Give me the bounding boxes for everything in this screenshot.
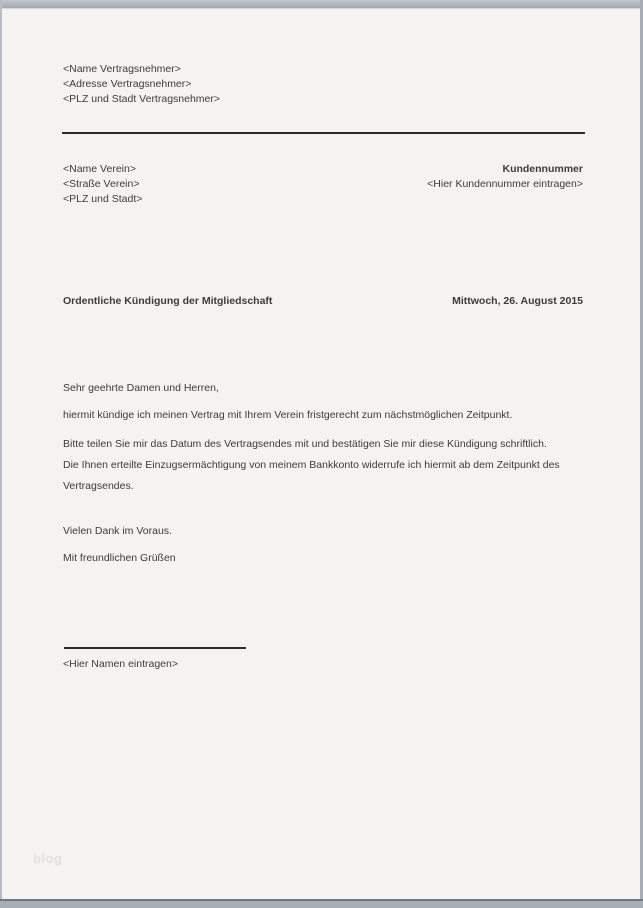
- body-paragraph-1: hiermit kündige ich meinen Vertrag mit Ihrem Verein fristgerecht zum nächstmöglichen Zeitpunkt.: [63, 409, 513, 421]
- sender-name-placeholder: <Name Vertragsnehmer>: [63, 63, 181, 75]
- recipient-city-placeholder: <PLZ und Stadt>: [63, 193, 143, 205]
- sender-street-placeholder: <Adresse Vertragsnehmer>: [63, 78, 192, 90]
- body-paragraph-2-line-3: Vertragsendes.: [63, 480, 134, 492]
- body-paragraph-2-line-1: Bitte teilen Sie mir das Datum des Vertragsendes mit und bestätigen Sie mir diese Kündigung schriftlich.: [63, 438, 547, 450]
- thanks-line: Vielen Dank im Voraus.: [63, 525, 172, 537]
- body-paragraph-2-line-2: Die Ihnen erteilte Einzugsermächtigung von meinem Bankkonto widerrufe ich hiermit ab dem Zeitpunkt des: [63, 459, 560, 471]
- sender-city-placeholder: <PLZ und Stadt Vertragsnehmer>: [63, 93, 221, 105]
- address-separator-line: [62, 132, 585, 134]
- letter-date: Mittwoch, 26. August 2015: [452, 295, 583, 307]
- page-edge-bottom: [0, 899, 643, 908]
- signature-line: [64, 647, 246, 649]
- customer-number-label: Kundennummer: [502, 163, 583, 175]
- closing-line: Mit freundlichen Grüßen: [63, 552, 176, 564]
- customer-number-block: [427, 162, 583, 207]
- recipient-street-placeholder: <Straße Verein>: [63, 178, 140, 190]
- page-edge-top: [0, 0, 643, 9]
- page-edge-left: [0, 0, 2, 908]
- recipient-address-block: [63, 162, 142, 207]
- salutation: Sehr geehrte Damen und Herren,: [63, 382, 219, 394]
- customer-number-placeholder: <Hier Kundennummer eintragen>: [427, 178, 583, 190]
- recipient-name-placeholder: <Name Verein>: [63, 163, 136, 175]
- recipient-row: [63, 162, 583, 207]
- sender-address-block: [63, 62, 220, 107]
- subject-row: [63, 294, 583, 309]
- subject-line: Ordentliche Kündigung der Mitgliedschaft: [63, 295, 273, 307]
- watermark-text: blog: [33, 851, 63, 866]
- signature-name-placeholder: <Hier Namen eintragen>: [63, 658, 178, 670]
